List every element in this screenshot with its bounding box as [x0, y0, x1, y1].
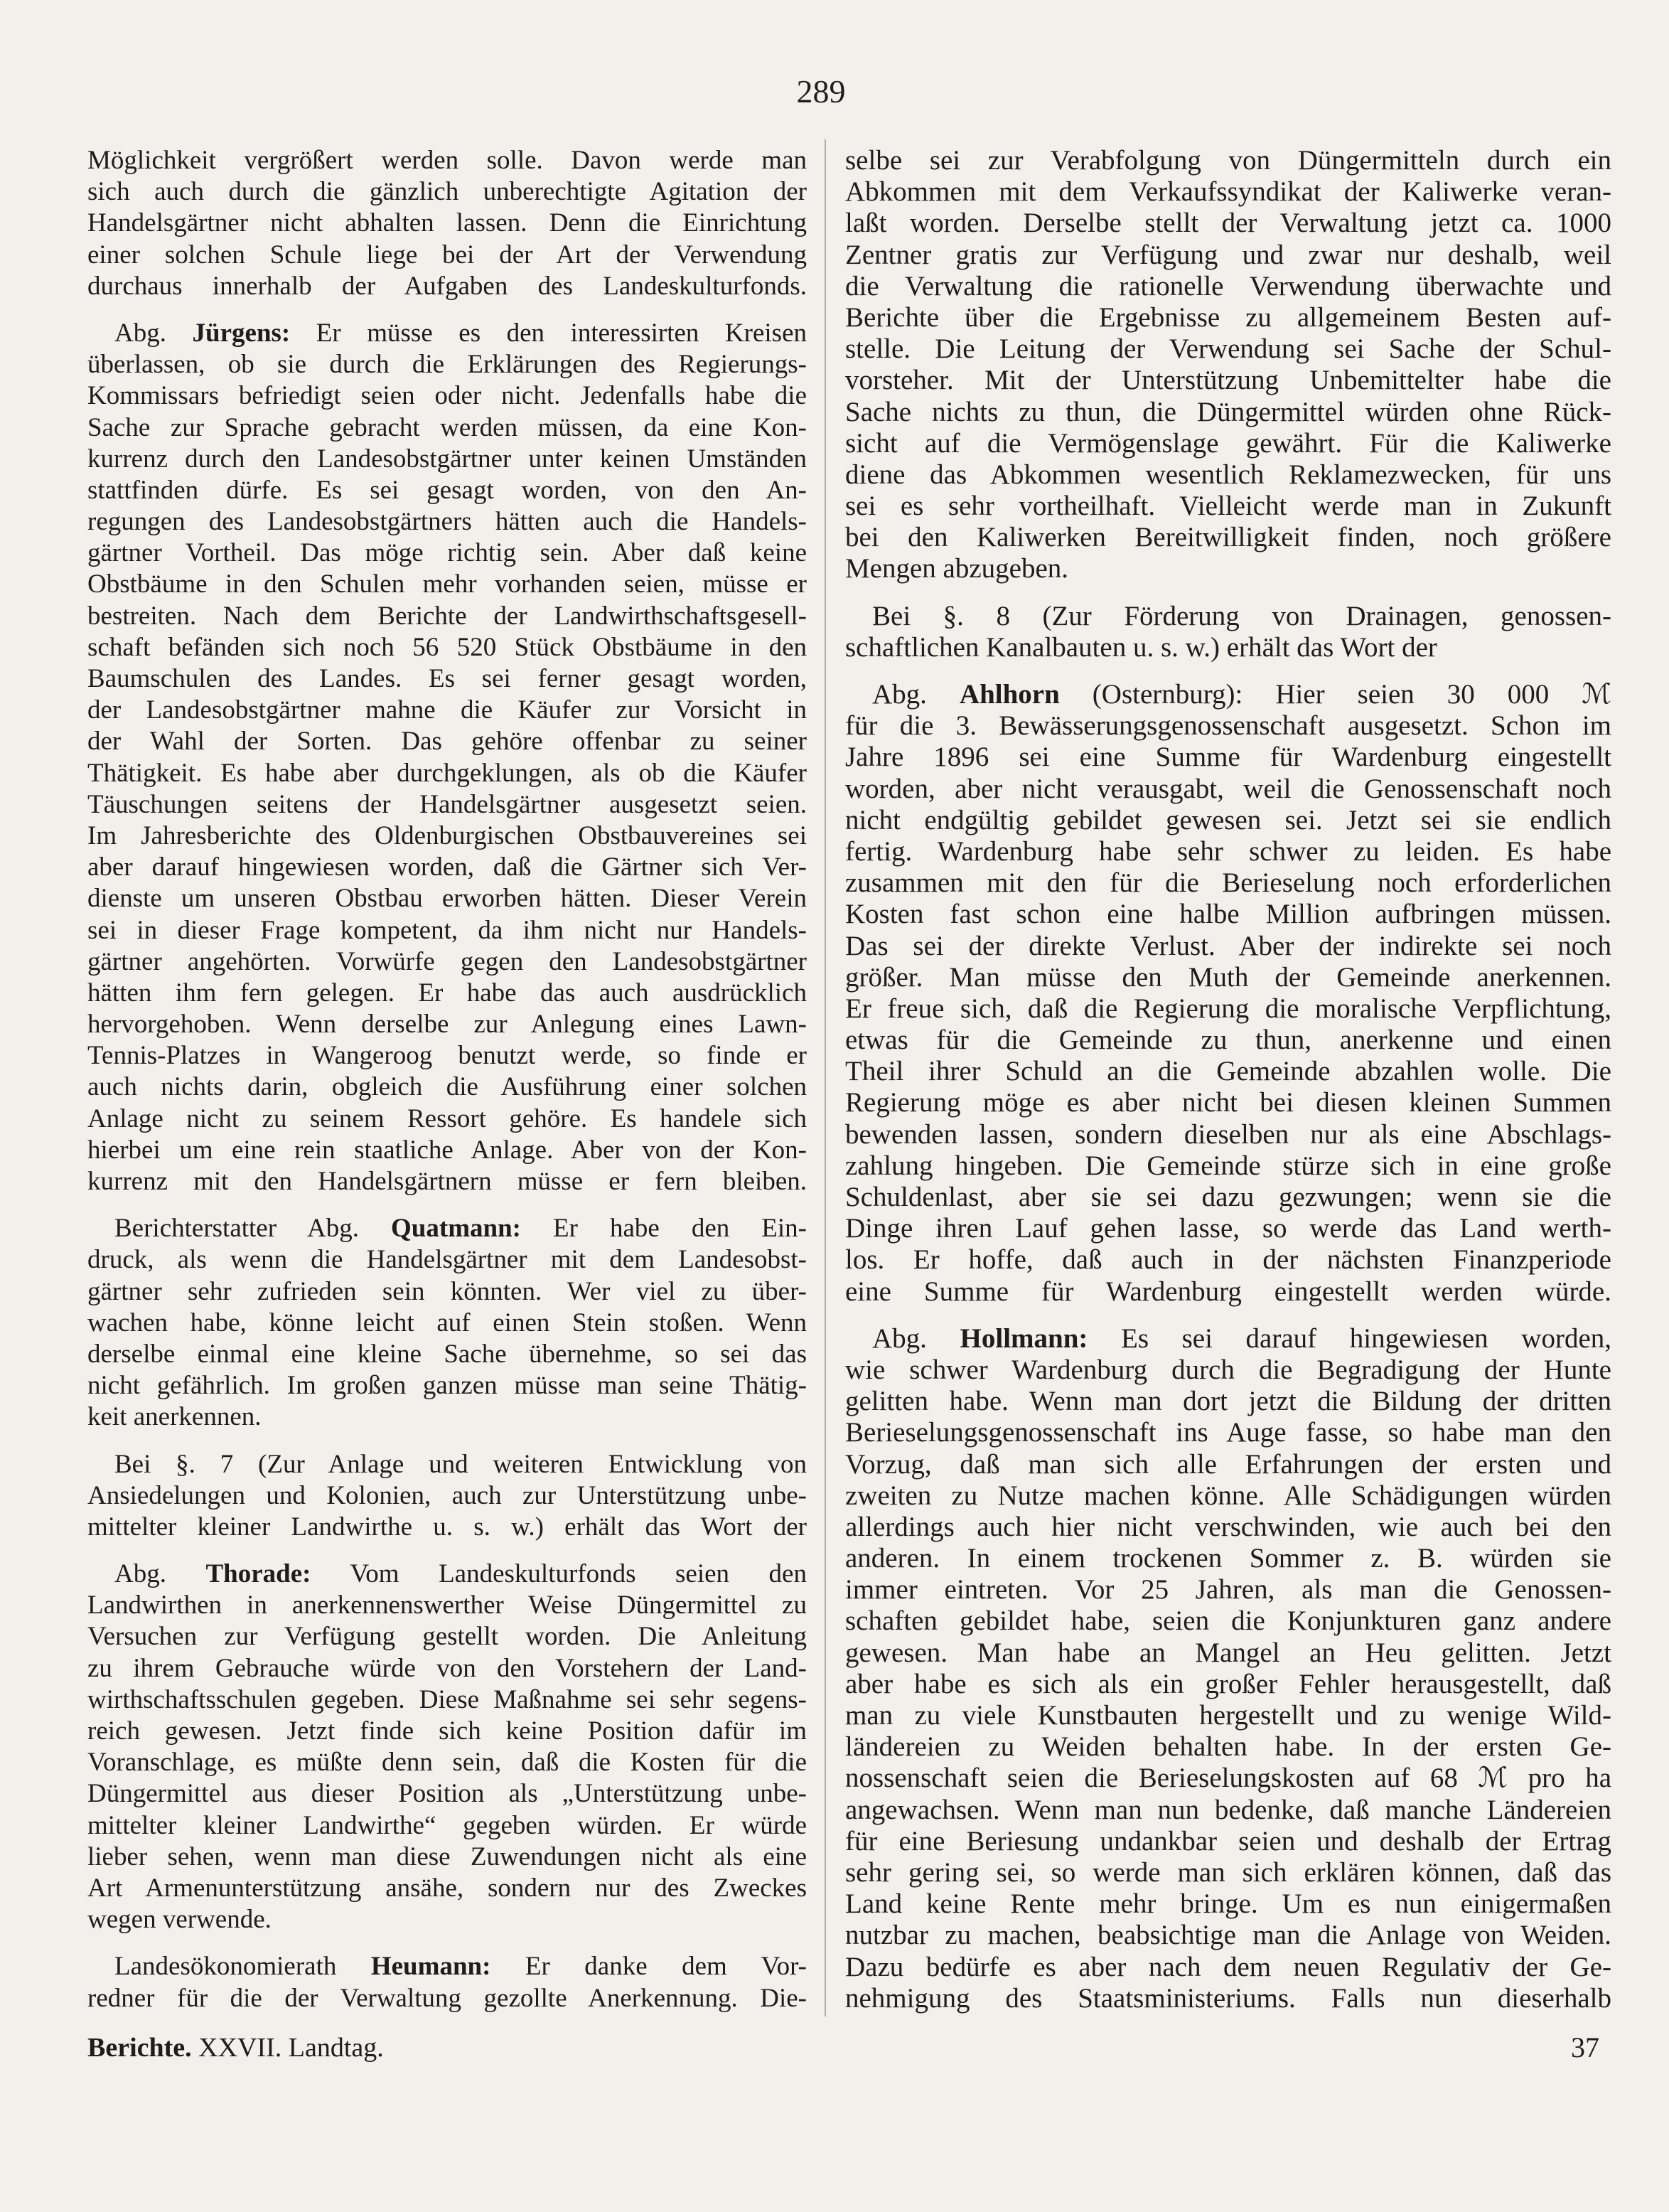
text-line: wegen verwende. [87, 1905, 272, 1935]
text-line: nutzbar zu machen, beabsichtige man die Anlage von Weiden. [845, 1920, 1611, 1951]
text-line: kurrenz durch den Landesobstgärtner unter keinen Umständen [87, 444, 807, 474]
text-line: keit anerkennen. [87, 1402, 262, 1432]
text-line: sicht auf die Vermögenslage gewährt. Für die Kaliwerke [845, 427, 1611, 459]
column-divider [825, 139, 826, 2016]
text-line: aber habe es sich als ein großer Fehler herausgestellt, daß [845, 1668, 1611, 1699]
text-line [87, 1951, 807, 1982]
text-line: Baumschulen des Landes. Es sei ferner gesagt worden, [87, 664, 807, 693]
text-line: stelle. Die Leitung der Verwendung sei Sache der Schul- [845, 333, 1611, 365]
text-line: gärtner Vortheil. Das möge richtig sein. Aber daß keine [87, 538, 807, 568]
text-line: allerdings auch hier nicht verschwinden, wie auch bei den [845, 1511, 1611, 1542]
text-segment: Er müsse es den interessirten Kreisen [290, 318, 807, 348]
paragraph [87, 1449, 807, 1544]
speaker-name: Heumann: [370, 1952, 491, 1982]
text-line: bewenden lassen, sondern dieselben nur als eine Abschlags- [845, 1118, 1611, 1150]
text-line: Dazu bedürfe es aber nach dem neuen Regulativ der Ge- [845, 1951, 1611, 1982]
text-line: sich auch durch die gänzlich unberechtigte Agitation der [87, 177, 807, 207]
footer-volume: XXVII. Landtag. [198, 2033, 384, 2063]
text-line: Regierung möge es aber nicht bei diesen kleinen Summen [845, 1087, 1611, 1118]
text-line: schaften gebildet habe, seien die Konjunkturen ganz andere [845, 1605, 1611, 1637]
text-line: Sache nichts zu thun, die Düngermittel würden ohne Rück- [845, 396, 1611, 427]
speaker-name: Quatmann: [391, 1214, 522, 1244]
speaker-name: Jürgens: [192, 318, 291, 348]
text-line: für eine Beriesung undankbar seien und deshalb der Ertrag [845, 1825, 1611, 1856]
text-segment: Es sei darauf hingewiesen worden, [1088, 1323, 1611, 1354]
text-line: man zu viele Kunstbauten hergestellt und zu wenige Wild- [845, 1700, 1611, 1731]
text-line: immer eintreten. Vor 25 Jahren, als man die Genossen- [845, 1574, 1611, 1605]
text-line: Möglichkeit vergrößert werden solle. Davon werde man [87, 146, 807, 175]
text-line: Art Armenunterstützung ansähe, sondern nur des Zweckes [87, 1873, 807, 1903]
paragraph [87, 145, 807, 302]
text-line: für die 3. Bewässerungsgenossenschaft ausgesetzt. Schon im [845, 710, 1611, 742]
text-line: kurrenz mit den Handelsgärtnern müsse er fern bleiben. [87, 1167, 807, 1196]
paragraph [845, 679, 1611, 1308]
text-line: schaft befänden sich noch 56 520 Stück Obstbäume in den [87, 632, 807, 662]
speaker-name: Hollmann: [960, 1323, 1088, 1354]
text-line: nicht endgültig gebildet gewesen sei. Jetzt sei sie endlich [845, 804, 1611, 835]
text-line: wie schwer Wardenburg durch die Begradigung der Hunte [845, 1354, 1611, 1385]
paragraph [87, 1559, 807, 1935]
text-line: Tennis-Platzes in Wangeroog benutzt werde, so finde er [87, 1041, 807, 1071]
text-line: sehr gering sei, so werde man sich erklären können, daß das [845, 1856, 1611, 1888]
text-line: zusammen mit den für die Berieselung noch erforderlichen [845, 867, 1611, 899]
text-line: gelitten habe. Wenn man dort jetzt die Bildung der dritten [845, 1386, 1611, 1417]
text-line: hierbei um eine rein staatliche Anlage. Aber von der Kon- [87, 1135, 807, 1165]
text-line: Mengen abzugeben. [845, 553, 1069, 584]
speaker-name: Ahlhorn [959, 679, 1060, 710]
text-line: Kommissars befriedigt seien oder nicht. Jedenfalls habe die [87, 381, 807, 411]
paragraph [87, 318, 807, 1197]
text-line [845, 1323, 1611, 1355]
right-column [845, 145, 1611, 2014]
text-line: gewesen. Man habe an Mangel an Heu gelitten. Jetzt [845, 1637, 1611, 1668]
text-line: nossenschaft seien die Berieselungskosten auf 68 ℳ pro ha [845, 1763, 1611, 1794]
paragraph [87, 1213, 807, 1433]
text-segment: (Osternburg): Hier seien 30 000 ℳ [1059, 679, 1611, 710]
text-line: laßt worden. Derselbe stellt der Verwaltung jetzt ca. 1000 [845, 208, 1611, 239]
text-line: dienste um unseren Obstbau erworben hätten. Dieser Verein [87, 884, 807, 914]
text-line: Berichte über die Ergebnisse zu allgemeinem Besten auf- [845, 301, 1611, 333]
text-line: zu ihrem Gebrauche würde von den Vorstehern der Land- [87, 1653, 807, 1683]
text-line: lieber sehen, wenn man diese Zuwendungen nicht als eine [87, 1842, 807, 1871]
text-line: mittelter kleiner Landwirthe u. s. w.) erhält das Wort der [87, 1512, 807, 1542]
text-line: Handelsgärtner nicht abhalten lassen. Denn die Einrichtung [87, 208, 807, 238]
text-line: Berieselungsgenossenschaft ins Auge fasse, so habe man den [845, 1417, 1611, 1448]
text-line: nehmigung des Staatsministeriums. Falls nun dieserhalb [845, 1982, 1611, 2014]
text-line [87, 1559, 807, 1590]
text-line: Vorzug, daß man sich alle Erfahrungen der ersten und [845, 1448, 1611, 1480]
text-line: stattfinden dürfe. Es sei gesagt worden, von den An- [87, 475, 807, 505]
text-line: gärtner angehörten. Vorwürfe gegen den Landesobstgärtner [87, 946, 807, 976]
text-line: bestreiten. Nach dem Berichte der Landwirthschaftsgesell- [87, 601, 807, 631]
text-line [87, 1213, 807, 1244]
text-line: größer. Man müsse den Muth der Gemeinde anerkennen. [845, 961, 1611, 993]
text-line: hätten ihm fern gelegen. Er habe das auch ausdrücklich [87, 978, 807, 1008]
text-line: fertig. Wardenburg habe sehr schwer zu leiden. Es habe [845, 835, 1611, 867]
footer-sheet-number: 37 [1571, 2031, 1599, 2063]
text-line: wirthschaftsschulen gegeben. Diese Maßnahme sei sehr segens- [87, 1684, 807, 1714]
text-segment: Landesökonomierath [114, 1952, 371, 1982]
text-line: Versuchen zur Verfügung gestellt worden. Die Anleitung [87, 1622, 807, 1652]
paragraph [845, 145, 1611, 585]
text-line: wachen habe, könne leicht auf einen Stein stoßen. Wenn [87, 1308, 807, 1337]
text-line: Obstbäume in den Schulen mehr vorhanden seien, müsse er [87, 570, 807, 599]
text-line: Voranschlage, es müßte denn sein, daß die Kosten für die [87, 1748, 807, 1778]
text-line: aber darauf hingewiesen worden, daß die Gärtner sich Ver- [87, 853, 807, 882]
text-line: sei es sehr vortheilhaft. Vielleicht werde man in Zukunft [845, 491, 1611, 522]
text-line: Ansiedelungen und Kolonien, auch zur Unterstützung unbe- [87, 1480, 807, 1510]
text-line: auch nichts darin, obgleich die Ausführung einer solchen [87, 1072, 807, 1102]
text-line: Sache zur Sprache gebracht werden müssen, da eine Kon- [87, 412, 807, 442]
text-line: worden, aber nicht verausgabt, weil die Genossenschaft noch [845, 773, 1611, 804]
text-segment: Abg. [114, 1559, 206, 1589]
text-line: diene das Abkommen wesentlich Reklamezwecken, für uns [845, 459, 1611, 490]
text-line: Theil ihrer Schuld an die Gemeinde abzahlen wolle. Die [845, 1056, 1611, 1087]
text-line: Bei §. 7 (Zur Anlage und weiteren Entwicklung von [114, 1449, 807, 1479]
text-line: überlassen, ob sie durch die Erklärungen des Regierungs- [87, 350, 807, 380]
text-line: Zentner gratis zur Verfügung und zwar nur deshalb, weil [845, 239, 1611, 270]
left-column [87, 145, 807, 2014]
text-line: Landwirthen in anerkennenswerther Weise Düngermittel zu [87, 1591, 807, 1620]
text-segment: Abg. [872, 1323, 960, 1354]
text-line: derselbe einmal eine kleine Sache übernehme, so sei das [87, 1339, 807, 1369]
text-line: reich gewesen. Jetzt finde sich keine Position dafür im [87, 1716, 807, 1746]
text-line: mittelter kleiner Landwirthe“ gegeben würden. Er würde [87, 1810, 807, 1840]
text-line: Land keine Rente mehr bringe. Um es nun einigermaßen [845, 1888, 1611, 1920]
text-line: ländereien zu Weiden behalten habe. In der ersten Ge- [845, 1731, 1611, 1763]
text-line: hervorgehoben. Wenn derselbe zur Anlegung eines Lawn- [87, 1010, 807, 1040]
text-line: gärtner sehr zufrieden sein könnten. Wer viel zu über- [87, 1276, 807, 1306]
text-line: Kosten fast schon eine halbe Million aufbringen müssen. [845, 899, 1611, 930]
text-line: Täuschungen seitens der Handelsgärtner ausgesetzt seien. [87, 789, 807, 819]
text-segment: Vom Landeskulturfonds seien den [311, 1559, 807, 1589]
text-line: Düngermittel aus dieser Position als „Unterstützung unbe- [87, 1779, 807, 1809]
text-line: angewachsen. Wenn man nun bedenke, daß manche Ländereien [845, 1794, 1611, 1825]
text-line: redner für die der Verwaltung gezollte Anerkennung. Die- [87, 1983, 807, 2013]
text-line: Jahre 1896 sei eine Summe für Wardenburg eingestellt [845, 742, 1611, 773]
text-line [845, 679, 1611, 710]
text-line: die Verwaltung die rationelle Verwendung überwachte und [845, 270, 1611, 301]
text-line: Er freue sich, daß die Regierung die moralische Verpflichtung, [845, 993, 1611, 1024]
text-line: Thätigkeit. Es habe aber durchgeklungen, als ob die Käufer [87, 758, 807, 788]
footer-signature [87, 2031, 384, 2064]
text-line: Schuldenlast, aber sie sei dazu gezwungen; wenn sie die [845, 1182, 1611, 1212]
text-line: Im Jahresberichte des Oldenburgischen Obstbauvereines sei [87, 821, 807, 850]
text-line [87, 318, 807, 349]
text-segment: Berichterstatter Abg. [114, 1214, 392, 1244]
paragraph [845, 1323, 1611, 2014]
text-line: der Wahl der Sorten. Das gehöre offenbar zu seiner [87, 727, 807, 757]
text-line: durchaus innerhalb der Aufgaben des Landeskulturfonds. [87, 271, 807, 301]
page-number: 289 [796, 73, 846, 109]
text-line: anderen. In einem trockenen Sommer z. B. würden sie [845, 1543, 1611, 1574]
text-segment: Abg. [114, 318, 193, 348]
footer-series: Berichte. [87, 2033, 192, 2063]
paragraph [87, 1951, 807, 2014]
text-line: nicht gefährlich. Im großen ganzen müsse man seine Thätig- [87, 1371, 807, 1401]
text-line: selbe sei zur Verabfolgung von Düngermitteln durch ein [845, 145, 1611, 176]
text-line: einer solchen Schule liege bei der Art der Verwendung [87, 240, 807, 269]
text-line: schaftlichen Kanalbauten u. s. w.) erhält das Wort der [845, 631, 1437, 663]
text-line: zahlung hingeben. Die Gemeinde stürze sich in eine große [845, 1150, 1611, 1181]
text-line: druck, als wenn die Handelsgärtner mit dem Landesobst- [87, 1245, 807, 1275]
text-segment: Er danke dem Vor- [490, 1952, 807, 1982]
text-line: eine Summe für Wardenburg eingestellt werden würde. [845, 1276, 1611, 1307]
paragraph [845, 601, 1611, 663]
text-segment: Er habe den Ein- [521, 1214, 807, 1244]
text-line: etwas für die Gemeinde zu thun, anerkenne und einen [845, 1025, 1611, 1056]
text-line: zweiten zu Nutze machen könne. Alle Schädigungen würden [845, 1480, 1611, 1511]
speaker-name: Thorade: [205, 1559, 311, 1589]
text-line: sei in dieser Frage kompetent, da ihm nicht nur Handels- [87, 915, 807, 945]
text-line: Abkommen mit dem Verkaufssyndikat der Kaliwerke veran- [845, 176, 1611, 208]
text-line: bei den Kaliwerken Bereitwilligkeit finden, noch größere [845, 522, 1611, 553]
text-line: Bei §. 8 (Zur Förderung von Drainagen, genossen- [872, 600, 1611, 631]
text-line: Das sei der direkte Verlust. Aber der indirekte sei noch [845, 930, 1611, 961]
text-segment: Abg. [872, 679, 960, 710]
text-line: vorsteher. Mit der Unterstützung Unbemittelter habe die [845, 365, 1611, 396]
text-line: der Landesobstgärtner mahne die Käufer zur Vorsicht in [87, 695, 807, 725]
text-line: Dinge ihren Lauf gehen lasse, so werde das Land werth- [845, 1213, 1611, 1244]
text-line: regungen des Landesobstgärtners hätten auch die Handels- [87, 507, 807, 537]
text-line: Anlage nicht zu seinem Ressort gehöre. Es handele sich [87, 1104, 807, 1133]
text-line: los. Er hoffe, daß auch in der nächsten Finanzperiode [845, 1244, 1611, 1276]
